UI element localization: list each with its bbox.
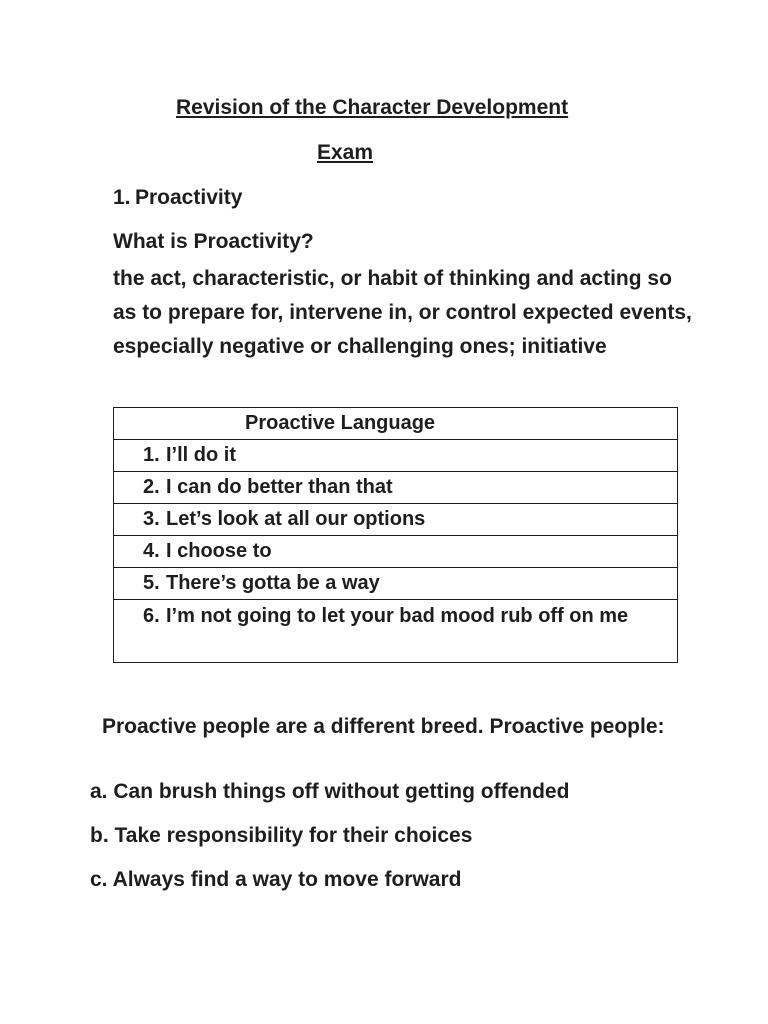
definition-paragraph: the act, characteristic, or habit of thinking and acting so as to prepare for, intervene in, or control expected events, especially negative or challenging ones; initiative [113,267,692,358]
document-title-line1: Revision of the Character Development [176,96,569,119]
intro-paragraph: Proactive people are a different breed. Proactive people: [102,715,665,738]
row-number: 2. [143,476,160,498]
row-number: 6. [143,605,160,627]
table-header: Proactive Language [114,408,678,440]
trait-item-b: b. Take responsibility for their choices [90,824,473,847]
document-title-line2: Exam [317,141,374,164]
trait-item-a: a. Can brush things off without getting offended [90,780,570,803]
question-heading: What is Proactivity? [113,230,314,253]
section-title: Proactivity [135,186,243,209]
row-number: 1. [143,444,160,466]
section-number: 1. [113,186,131,209]
row-text: I can do better than that [166,476,393,498]
table-row [114,568,678,600]
trait-item-c: c. Always find a way to move forward [90,868,462,891]
proactive-language-table [113,407,678,663]
table-row [114,536,678,568]
row-number: 4. [143,540,160,562]
row-text: Let’s look at all our options [166,508,426,530]
table-row [114,600,678,663]
row-text: I’m not going to let your bad mood rub off on me [166,605,629,627]
row-number: 5. [143,572,160,594]
section-heading [113,186,242,210]
row-text: I choose to [166,540,272,562]
row-text: There’s gotta be a way [166,572,380,594]
table-row [114,440,678,472]
row-text: I’ll do it [166,444,236,466]
table-row [114,504,678,536]
table-row [114,472,678,504]
row-number: 3. [143,508,160,530]
